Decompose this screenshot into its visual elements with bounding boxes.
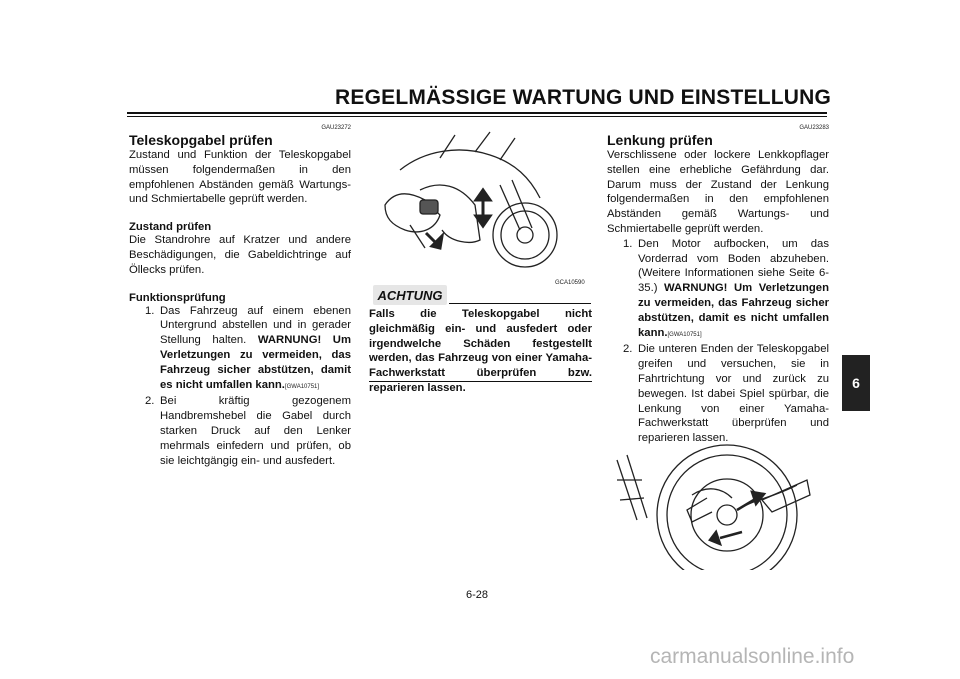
section-code: GAU23272 — [321, 125, 351, 131]
warning-text: WARNUNG! Um Verletzungen zu vermeiden, das Fahrzeug sicher abstützen, damit es nicht umfallen kann. — [160, 334, 351, 391]
zustand-text: Die Standrohre auf Kratzer und andere Beschädigungen, die Gabeldichtringe auf Öllecks prüfen. — [129, 234, 351, 276]
caution-code: GCA10590 — [555, 280, 585, 286]
list-item — [609, 342, 829, 446]
section-heading: Lenkung prüfen — [607, 132, 713, 148]
caution-text: Falls die Teleskopgabel nicht gleichmäßig ein- und ausfedert oder irgendwelche Schäden festgestellt werden, das Fahrzeug von einer Yamaha-Fachwerkstatt überprüfen bzw. reparieren lassen. — [369, 308, 592, 394]
list-text: Das Fahrzeug auf einem ebenen Untergrund abstellen und in gerader Stellung halten. — [160, 304, 351, 347]
page-number: 6-28 — [466, 589, 489, 601]
intro-text: Verschlissene oder lockere Lenkkopflager stellen eine erhebliche Gefährdung dar. Darum muss der Zustand der Lenkung folgendermaßen in den empfohlenen Abständen gemäß Wartungs- und Schmiertabelle geprüft werden. — [607, 149, 829, 235]
list-text: Die unteren Enden der Teleskopgabel greifen und versuchen, sie in Fahrtrichtung vor und zurück zu bewegen. Ist dabei Spiel spürbar, die Lenkung von einer Yamaha-Fachwerkstatt überprüfen und reparieren lassen. — [638, 343, 829, 445]
caution-rule-top — [449, 303, 591, 304]
warning-code: [GWA10751] — [284, 383, 320, 390]
subheading-zustand: Zustand prüfen — [129, 221, 212, 234]
right-column — [607, 125, 829, 446]
steering-check-illustration — [612, 440, 812, 570]
fork-check-illustration — [380, 130, 600, 280]
section-heading: Teleskopgabel prüfen — [129, 132, 273, 148]
list-number: 2. — [145, 395, 155, 408]
header-rule — [127, 112, 827, 114]
intro-text: Zustand und Funktion der Teleskopgabel müssen folgendermaßen in den empfohlenen Abständen gemäß Wartungs- und Schmiertabelle geprüft werden. — [129, 149, 351, 206]
section-code: GAU23283 — [799, 125, 829, 131]
caution-rule-bottom — [369, 381, 592, 382]
subheading-funktion: Funktionsprüfung — [129, 291, 226, 304]
warning-code: [GWA10751] — [667, 331, 702, 338]
list-item — [131, 394, 351, 468]
list-number: 2. — [623, 343, 633, 356]
list-text: Den Motor aufbocken, um das Vorderrad vom Boden abzuheben. (Weitere Informationen siehe Seite 6-35.) — [638, 237, 829, 295]
list-number: 1. — [623, 237, 633, 250]
left-column — [129, 125, 351, 468]
list-item — [131, 304, 351, 395]
watermark: carmanualsonline.info — [650, 645, 855, 668]
warning-text: WARNUNG! Um Verletzungen zu vermeiden, das Fahrzeug sicher abstützen, damit es nicht umfallen kann. — [638, 282, 829, 339]
list-number: 1. — [145, 304, 155, 317]
header-rule-thin — [127, 116, 827, 117]
page-title: REGELMÄSSIGE WARTUNG UND EINSTELLUNG — [335, 86, 832, 109]
list-text: Bei kräftig gezogenem Handbremshebel die Gabel durch starken Druck auf den Lenker mehrmals einfedern und prüfen, ob sie leichtgängig ein- und ausfedert. — [160, 395, 351, 467]
list-item — [609, 237, 829, 343]
caution-badge: ACHTUNG — [373, 285, 447, 305]
chapter-tab: 6 — [842, 355, 870, 411]
